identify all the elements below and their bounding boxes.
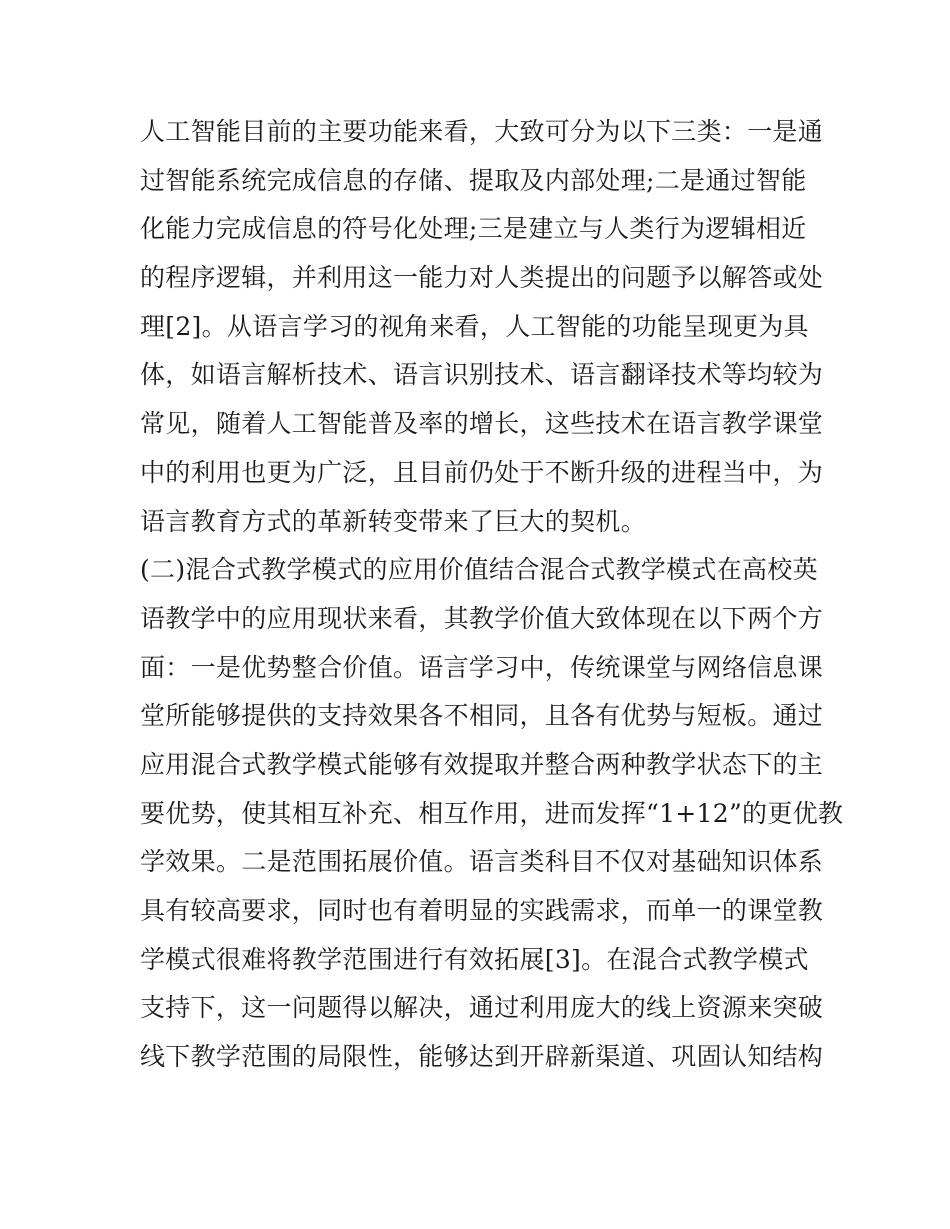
text-line: 线下教学范围的局限性，能够达到开辟新渠道、巩固认知结构 xyxy=(140,1042,824,1072)
text-line: 人工智能目前的主要功能来看，大致可分为以下三类：一是通 xyxy=(140,117,824,146)
text-line: 具有较高要求，同时也有着明显的实践需求，而单一的课堂教 xyxy=(140,896,824,925)
text-line: 语言教育方式的革新转变带来了巨大的契机。 xyxy=(140,506,647,536)
text-line: 支持下，这一问题得以解决，通过利用庞大的线上资源来突破 xyxy=(140,993,824,1023)
text-line: 学模式很难将教学范围进行有效拓展[3]。在混合式教学模式 xyxy=(140,944,809,974)
section-heading-line: (二)混合式教学模式的应用价值结合混合式教学模式在高校英 xyxy=(140,555,818,585)
text-line: 学效果。二是范围拓展价值。语言类科目不仅对基础知识体系 xyxy=(140,847,824,877)
body-text xyxy=(140,108,844,1082)
text-line: 的程序逻辑，并利用这一能力对人类提出的问题予以解答或处 xyxy=(140,263,824,293)
text-line: 应用混合式教学模式能够有效提取并整合两种教学状态下的主 xyxy=(140,749,824,779)
text-line: 体，如语言解析技术、语言识别技术、语言翻译技术等均较为 xyxy=(140,360,824,390)
text-line: 面：一是优势整合价值。语言学习中，传统课堂与网络信息课 xyxy=(140,652,824,682)
text-line: 理[2]。从语言学习的视角来看，人工智能的功能呈现更为具 xyxy=(140,311,809,341)
text-line: 过智能系统完成信息的存储、提取及内部处理;二是通过智能 xyxy=(140,165,807,195)
text-line: 化能力完成信息的符号化处理;三是建立与人类行为逻辑相近 xyxy=(140,214,807,244)
text-line: 堂所能够提供的支持效果各不相同，且各有优势与短板。通过 xyxy=(140,701,824,731)
text-line: 中的利用也更为广泛，且目前仍处于不断升级的进程当中，为 xyxy=(140,457,824,487)
text-line: 语教学中的应用现状来看，其教学价值大致体现在以下两个方 xyxy=(140,603,824,633)
text-line: 要优势，使其相互补充、相互作用，进而发挥“1+12”的更优教 xyxy=(140,798,844,828)
text-line: 常见，随着人工智能普及率的增长，这些技术在语言教学课堂 xyxy=(140,409,824,439)
